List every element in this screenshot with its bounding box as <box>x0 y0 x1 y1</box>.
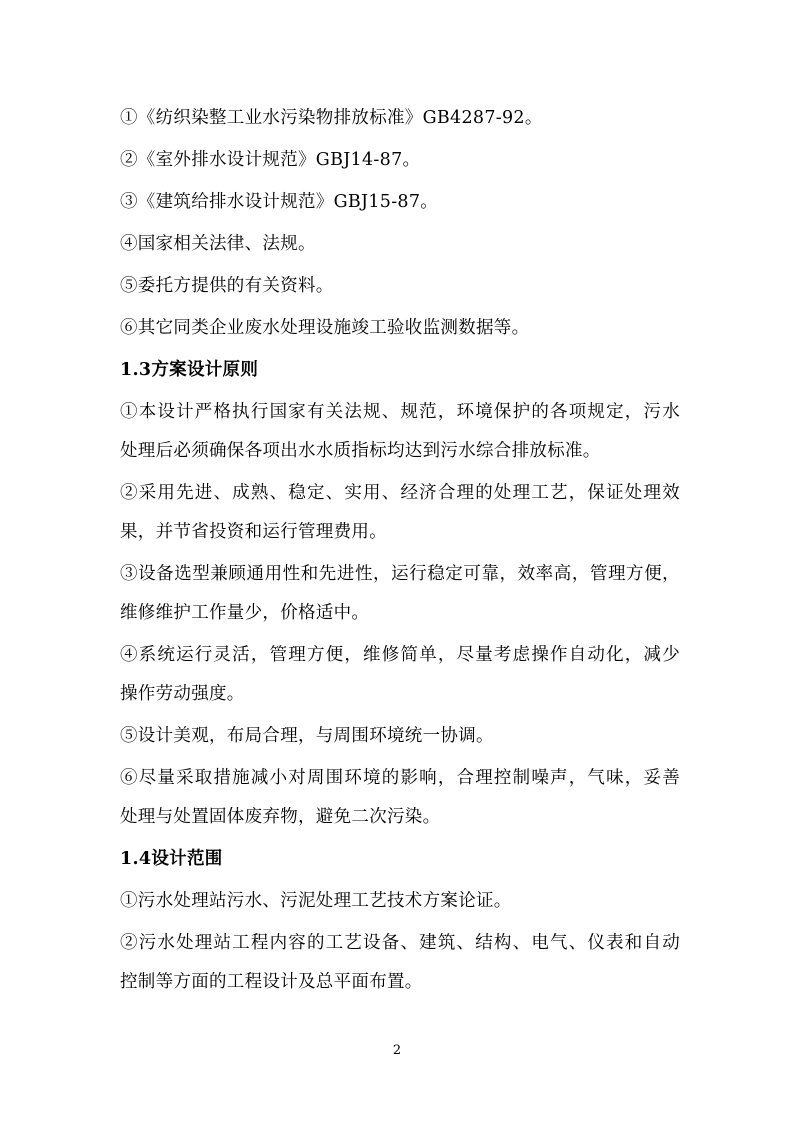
standard-item-3: ③《建筑给排水设计规范》GBJ15-87。 <box>120 192 439 212</box>
principle-line: 果，并节省投资和运行管理费用。 <box>120 522 387 542</box>
principle-line: ②采用先进、成熟、稳定、实用、经济合理的处理工艺，保证处理效 <box>120 483 680 503</box>
standard-item-2: ②《室外排水设计规范》GBJ14-87。 <box>120 150 421 170</box>
scope-line: 控制等方面的工程设计及总平面布置。 <box>120 972 423 992</box>
principle-line: 维修维护工作量少，价格适中。 <box>120 603 370 623</box>
standard-item-6: ⑥其它同类企业废水处理设施竣工验收监测数据等。 <box>120 318 530 338</box>
principle-line: 处理后必须确保各项出水水质指标均达到污水综合排放标准。 <box>120 441 601 461</box>
principle-line: 处理与处置固体废弃物，避免二次污染。 <box>120 807 441 827</box>
principle-line: ③设备选型兼顾通用性和先进性，运行稳定可靠，效率高，管理方便， <box>120 564 680 584</box>
section-heading-1-3: 1.3方案设计原则 <box>120 360 259 380</box>
page-number: 2 <box>392 1043 402 1058</box>
principle-line: ①本设计严格执行国家有关法规、规范，环境保护的各项规定，污水 <box>120 402 680 422</box>
scope-line: ①污水处理站污水、污泥处理工艺技术方案论证。 <box>120 891 512 911</box>
standard-item-5: ⑤委托方提供的有关资料。 <box>120 276 334 296</box>
principle-line: 操作劳动强度。 <box>120 684 245 704</box>
principle-line: ⑤设计美观，布局合理，与周围环境统一协调。 <box>120 726 494 746</box>
standard-item-4: ④国家相关法律、法规。 <box>120 234 316 254</box>
principle-line: ④系统运行灵活，管理方便，维修简单，尽量考虑操作自动化，减少 <box>120 645 680 665</box>
principle-line: ⑥尽量采取措施减小对周围环境的影响，合理控制噪声，气味，妥善 <box>120 768 680 788</box>
scope-line: ②污水处理站工程内容的工艺设备、建筑、结构、电气、仪表和自动 <box>120 933 680 953</box>
section-heading-1-4: 1.4设计范围 <box>120 849 223 869</box>
standard-item-1: ①《纺织染整工业水污染物排放标准》GB4287-92。 <box>120 108 543 128</box>
